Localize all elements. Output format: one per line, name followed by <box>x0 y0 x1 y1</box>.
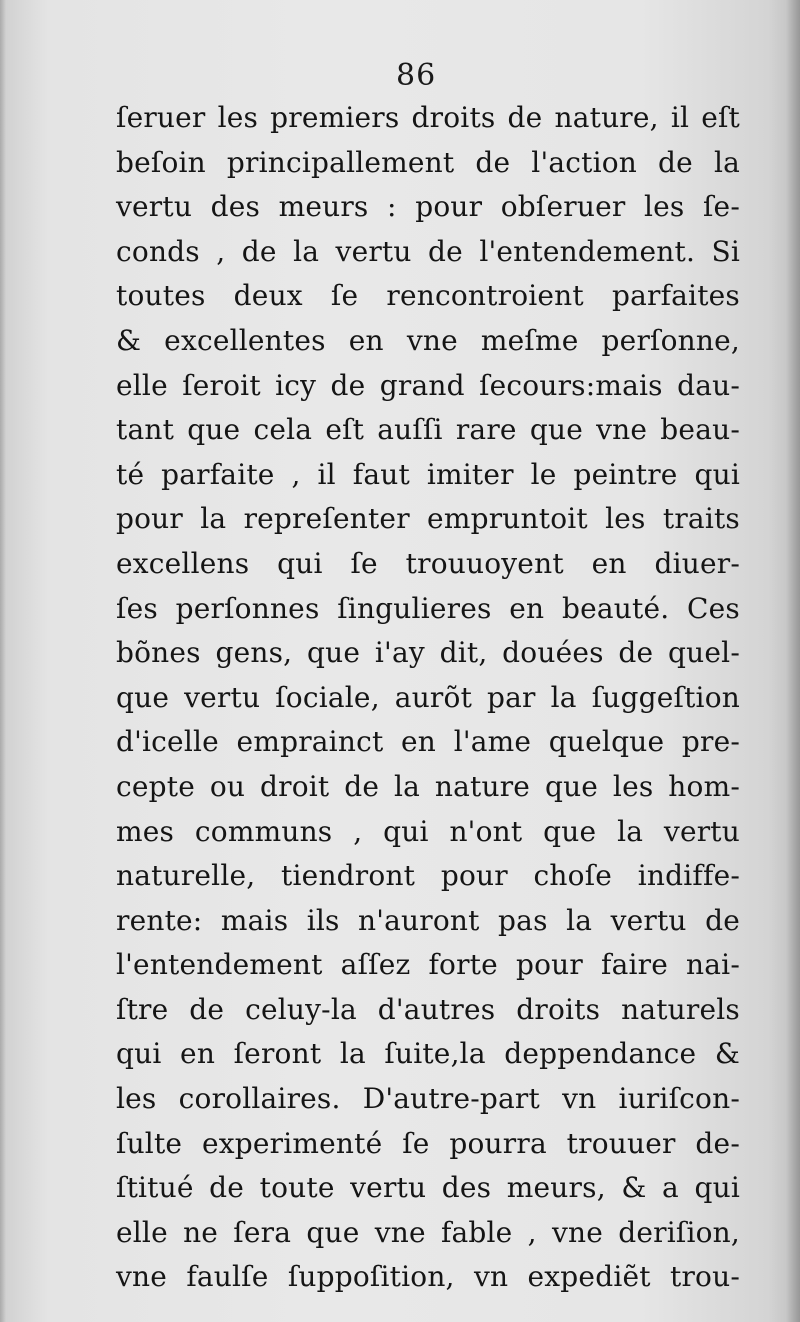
text-line: beſoin principallement de l'action de la <box>116 145 740 179</box>
text-line: excellens qui ſe trouuoyent en diuer- <box>116 546 740 580</box>
page-left-edge-shadow <box>0 0 6 1322</box>
page-gutter-shadow <box>786 0 800 1322</box>
text-line: té parfaite , il faut imiter le peintre qui <box>116 457 740 491</box>
text-line: vne faulſe ſuppoſition, vn expediẽt trou- <box>116 1260 740 1294</box>
text-line: d'icelle emprainct en l'ame quelque pre- <box>116 725 740 759</box>
text-line: ſtre de celuy-la d'autres droits naturels <box>116 992 740 1026</box>
text-line: conds , de la vertu de l'entendement. Si <box>116 234 740 268</box>
text-line: tant que cela eſt auſſi rare que vne beau- <box>116 413 740 447</box>
page-number: 86 <box>396 58 437 93</box>
body-text <box>116 96 740 1300</box>
text-line: bõnes gens, que i'ay dit, douées de quel- <box>116 636 740 670</box>
text-line: les corollaires. D'autre-part vn iuriſcon- <box>116 1082 740 1116</box>
text-line: elle ne ſera que vne fable , vne deriſion, <box>116 1215 740 1249</box>
text-line: toutes deux ſe rencontroient parfaites <box>116 279 740 313</box>
text-line: rente: mais ils n'auront pas la vertu de <box>116 903 740 937</box>
text-line: l'entendement aſſez forte pour faire nai- <box>116 948 740 982</box>
text-line: naturelle, tiendront pour choſe indiffe- <box>116 859 740 893</box>
text-line: que vertu ſociale, aurõt par la ſuggeſtion <box>116 680 740 714</box>
text-line: & excellentes en vne meſme perſonne, <box>116 323 740 357</box>
text-line: qui en ſeront la ſuite,la deppendance & <box>116 1037 740 1071</box>
text-line: ſulte experimenté ſe pourra trouuer de- <box>116 1126 740 1160</box>
text-line: mes communs , qui n'ont que la vertu <box>116 814 740 848</box>
text-line: elle ſeroit icy de grand ſecours:mais dau- <box>116 368 740 402</box>
text-line: pour la repreſenter empruntoit les traits <box>116 502 740 536</box>
text-line: cepte ou droit de la nature que les hom- <box>116 769 740 803</box>
text-line: ſeruer les premiers droits de nature, il eſt <box>116 101 740 134</box>
text-line: ſtitué de toute vertu des meurs, & a qui <box>116 1171 740 1205</box>
text-line: vertu des meurs : pour obſeruer les ſe- <box>116 190 740 224</box>
text-line: ſes perſonnes ſingulieres en beauté. Ces <box>116 591 740 625</box>
